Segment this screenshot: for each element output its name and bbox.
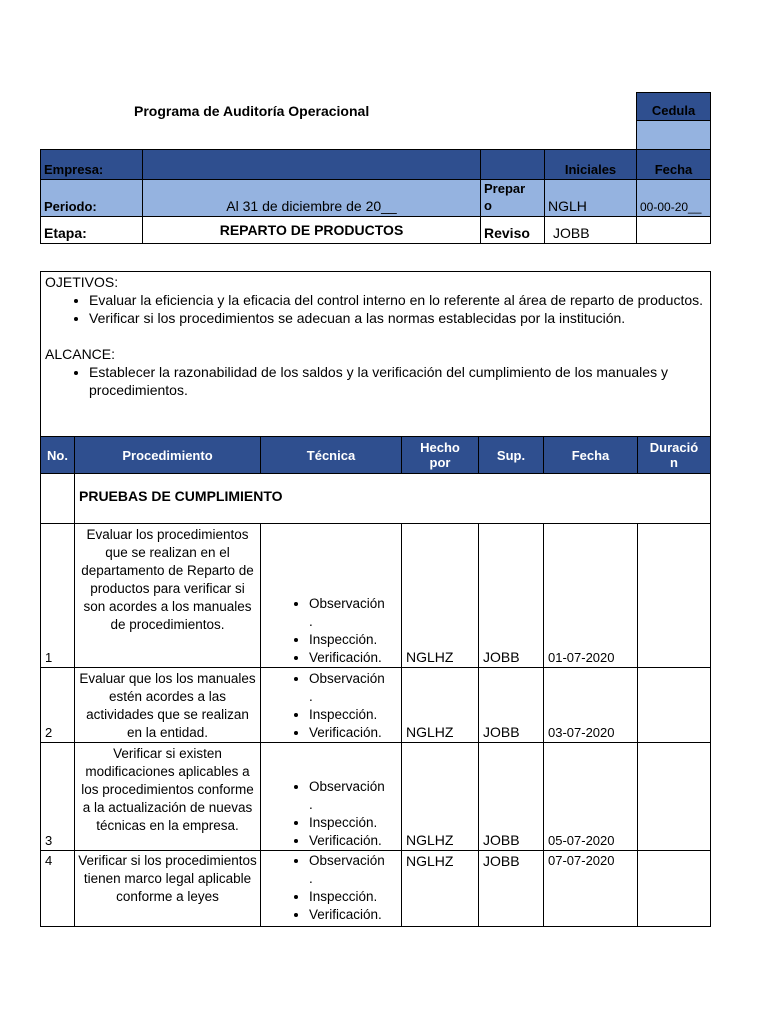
scope-list (41, 363, 710, 399)
technique-inspeccion: • Inspección. (309, 814, 385, 832)
objectives-scope-box (40, 271, 711, 437)
procedure-text: Verificar si los procedimientos tienen marco legal aplicable conforme a leyes (74, 850, 261, 927)
reviso-initials: JOBB (544, 216, 637, 244)
preparo-initials: NGLH (544, 179, 637, 217)
cedula-label: Cedula (651, 103, 696, 118)
section-no-cell (40, 473, 75, 524)
preparo-label: Prepar o (480, 179, 545, 217)
technique-observacion: • Observación (309, 852, 385, 870)
procedure-text: Verificar si existen modificaciones aplicables a los procedimientos conforme a la actualización de nuevas técnicas en la empresa. (74, 742, 261, 851)
technique-observacion: • Observación (309, 595, 385, 613)
procedure-text: Evaluar que los los manuales estén acordes a las actividades que se realizan en la entidad. (74, 667, 261, 743)
iniciales-header: Iniciales (544, 149, 637, 180)
hecho-por-value: NGLHZ (401, 523, 479, 668)
col-header-no: No. (40, 436, 75, 474)
scope-label: ALCANCE: (45, 346, 116, 362)
sup-value: JOBB (478, 523, 544, 668)
duracion-value (637, 667, 711, 743)
col-header-duracion: Duració n (637, 436, 711, 474)
col-header-hecho-por: Hecho por (401, 436, 479, 474)
hecho-por-value: NGLHZ (401, 850, 479, 927)
preparo-reviso-header-cell (480, 149, 545, 180)
technique-list: • Observación . • Inspección. • Verificación. (260, 667, 402, 743)
cedula-header (636, 92, 711, 121)
cedula-value-cell (636, 120, 711, 150)
technique-inspeccion: • Inspección. (309, 631, 385, 649)
technique-list: • Observación . • Inspección. • Verificación. (260, 523, 402, 668)
technique-observacion: • Observación (309, 778, 385, 796)
col-header-sup: Sup. (478, 436, 544, 474)
technique-verificacion: • Verificación. (309, 906, 385, 924)
sup-value: JOBB (478, 742, 544, 851)
hecho-por-value: NGLHZ (401, 667, 479, 743)
row-no: 4 (40, 850, 75, 927)
fecha-value: 07-07-2020 (543, 850, 638, 927)
procedure-text: Evaluar los procedimientos que se realizan en el departamento de Reparto de productos para verificar si son acordes a los manuales de procedimientos. (74, 523, 261, 668)
technique-inspeccion: • Inspección. (309, 706, 385, 724)
periodo-value: Al 31 de diciembre de 20__ (142, 179, 481, 217)
col-header-fecha: Fecha (543, 436, 638, 474)
col-header-tecnica: Técnica (260, 436, 402, 474)
duracion-value (637, 742, 711, 851)
reviso-date-cell (636, 216, 711, 244)
objective-item: • Verificar si los procedimientos se adecuan a las normas establecidas por la institución. (89, 309, 710, 327)
reviso-label: Reviso (480, 216, 545, 244)
empresa-label: Empresa: (40, 149, 143, 180)
empresa-value-cell (142, 149, 481, 180)
technique-verificacion: • Verificación. (309, 649, 385, 667)
document-title: Programa de Auditoría Operacional (134, 103, 370, 119)
scope-item: • Establecer la razonabilidad de los saldos y la verificación del cumplimiento de los manuales y procedimientos. (89, 363, 710, 399)
duracion-value (637, 523, 711, 668)
technique-list: • Observación . • Inspección. • Verificación. (260, 742, 402, 851)
section-title: PRUEBAS DE CUMPLIMIENTO (74, 473, 711, 524)
technique-inspeccion: • Inspección. (309, 888, 385, 906)
objective-item: • Evaluar la eficiencia y la eficacia del control interno en lo referente al área de reparto de productos. (89, 291, 710, 309)
row-no: 3 (40, 742, 75, 851)
objectives-label: OJETIVOS: (45, 274, 119, 290)
objectives-list (41, 291, 710, 327)
sup-value: JOBB (478, 850, 544, 927)
duracion-value (637, 850, 711, 927)
periodo-label: Periodo: (40, 179, 143, 217)
col-header-procedimiento: Procedimiento (74, 436, 261, 474)
technique-observacion: • Observación (309, 670, 385, 688)
fecha-value: 01-07-2020 (543, 523, 638, 668)
preparo-date: 00-00-20__ (636, 179, 711, 217)
fecha-value: 03-07-2020 (543, 667, 638, 743)
technique-verificacion: • Verificación. (309, 724, 385, 742)
row-no: 2 (40, 667, 75, 743)
hecho-por-value: NGLHZ (401, 742, 479, 851)
fecha-value: 05-07-2020 (543, 742, 638, 851)
technique-list: • Observación . • Inspección. • Verificación. (260, 850, 402, 927)
sup-value: JOBB (478, 667, 544, 743)
technique-verificacion: • Verificación. (309, 832, 385, 850)
etapa-label: Etapa: (40, 216, 143, 244)
row-no: 1 (40, 523, 75, 668)
etapa-value: REPARTO DE PRODUCTOS (142, 216, 481, 244)
fecha-header: Fecha (636, 149, 711, 180)
